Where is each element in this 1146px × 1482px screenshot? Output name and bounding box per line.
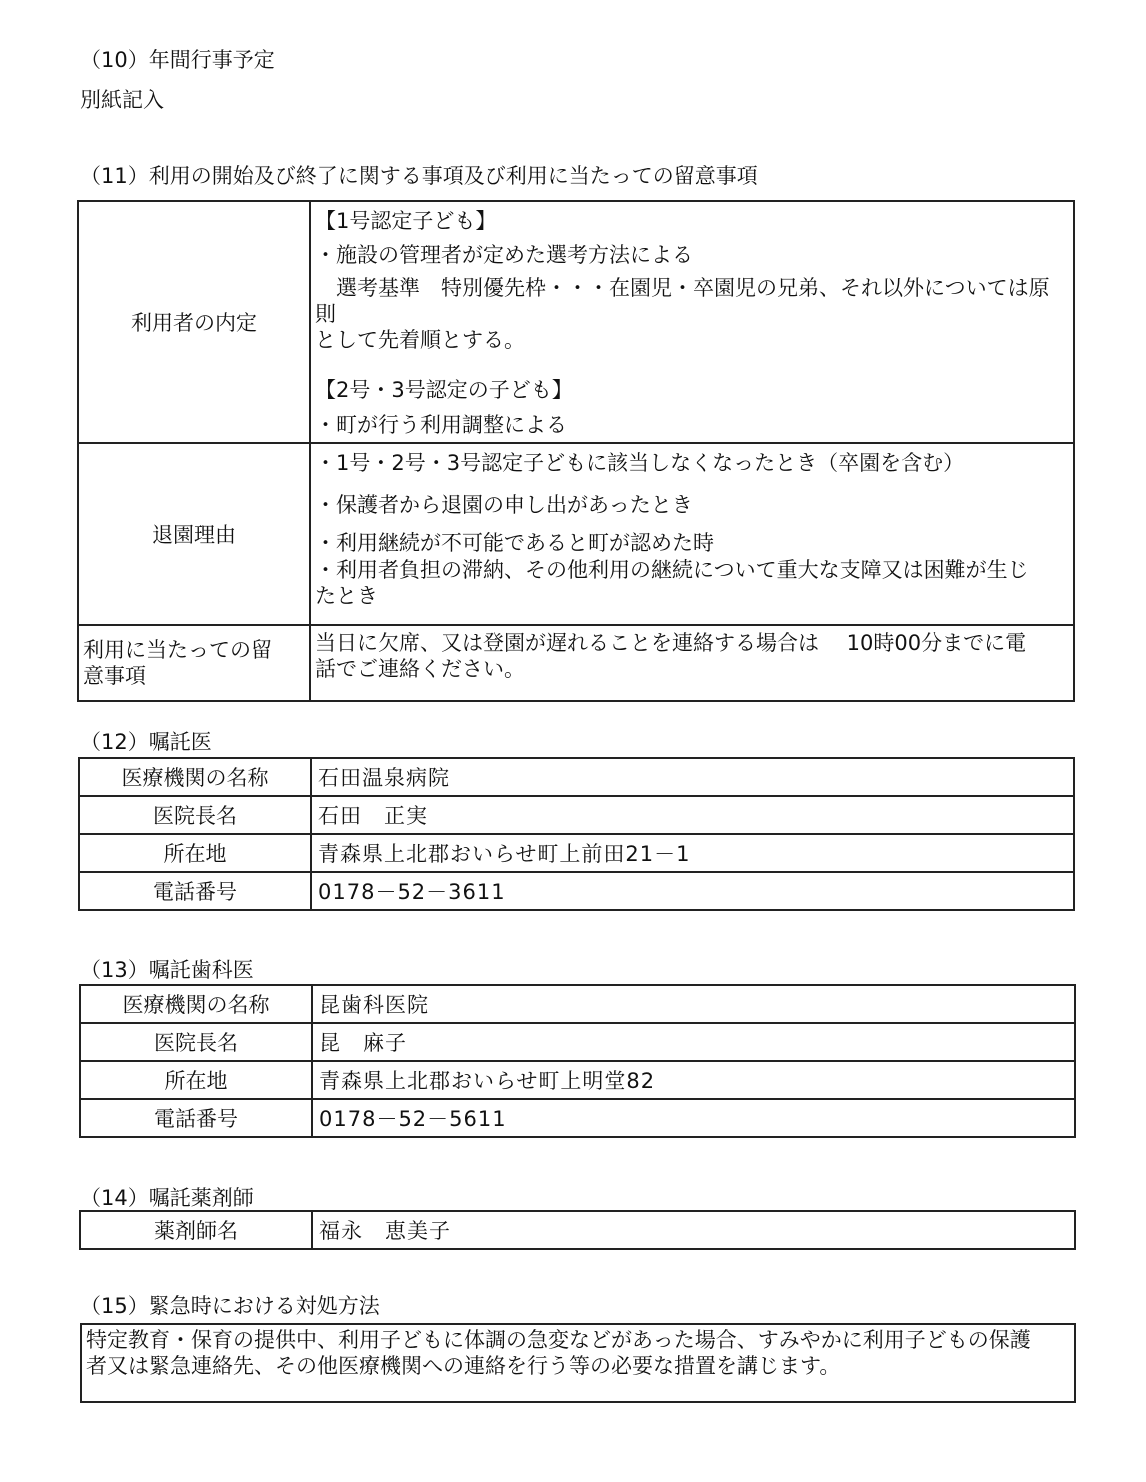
table-row bbox=[80, 1099, 1075, 1137]
row-content bbox=[310, 201, 1074, 443]
row-label: 利用者の内定 bbox=[78, 201, 310, 443]
text-line: 【2号・3号認定の子ども】 bbox=[315, 378, 573, 403]
label-line: 意事項 bbox=[83, 663, 146, 688]
row-value: 青森県上北郡おいらせ町上明堂82 bbox=[312, 1061, 1075, 1099]
text-line: 特定教育・保育の提供中、利用子どもに体調の急変などがあった場合、すみやかに利用子どもの保護 bbox=[86, 1328, 1031, 1352]
section-12-heading: （12）嘱託医 bbox=[80, 730, 212, 754]
row-label: 医院長名 bbox=[79, 796, 311, 834]
table-row bbox=[78, 201, 1074, 443]
usage-terms-table bbox=[77, 200, 1075, 702]
emergency-text bbox=[81, 1324, 1075, 1402]
table-row bbox=[78, 443, 1074, 625]
row-label: 電話番号 bbox=[80, 1099, 312, 1137]
text-line: ・1号・2号・3号認定子どもに該当しなくなったとき（卒園を含む） bbox=[315, 450, 965, 475]
row-value: 石田 正実 bbox=[311, 796, 1074, 834]
text-line: ・利用者負担の滞納、その他利用の継続について重大な支障又は困難が生じ bbox=[315, 557, 1029, 582]
row-value: 0178－52－5611 bbox=[312, 1099, 1075, 1137]
table-row bbox=[78, 625, 1074, 701]
row-label: 医療機関の名称 bbox=[80, 985, 312, 1023]
row-label: 所在地 bbox=[79, 834, 311, 872]
text-line: 【1号認定子ども】 bbox=[315, 209, 497, 233]
label-line: 利用に当たっての留 bbox=[83, 637, 272, 662]
section-10-heading: （10）年間行事予定 bbox=[80, 48, 275, 72]
table-row bbox=[81, 1324, 1075, 1402]
text-line: ・施設の管理者が定めた選考方法による bbox=[315, 243, 693, 268]
row-value: 昆 麻子 bbox=[312, 1023, 1075, 1061]
row-label: 所在地 bbox=[80, 1061, 312, 1099]
row-content bbox=[310, 443, 1074, 625]
row-label: 薬剤師名 bbox=[80, 1211, 312, 1249]
text-line: 者又は緊急連絡先、その他医療機関への連絡を行う等の必要な措置を講じます。 bbox=[86, 1354, 841, 1379]
row-value: 0178－52－3611 bbox=[311, 872, 1074, 910]
table-row bbox=[80, 985, 1075, 1023]
text-line: 選考基準 特別優先枠・・・在園児・卒園児の兄弟、それ以外については原則 bbox=[315, 275, 1050, 326]
text-line: ・町が行う利用調整による bbox=[315, 412, 567, 437]
text-line: 話でご連絡ください。 bbox=[315, 657, 525, 681]
row-value: 石田温泉病院 bbox=[311, 758, 1074, 796]
section-11-heading: （11）利用の開始及び終了に関する事項及び利用に当たっての留意事項 bbox=[80, 164, 758, 188]
row-value: 昆歯科医院 bbox=[312, 985, 1075, 1023]
row-value: 福永 恵美子 bbox=[312, 1211, 1075, 1249]
row-label: 電話番号 bbox=[79, 872, 311, 910]
table-row bbox=[79, 872, 1074, 910]
row-value: 青森県上北郡おいらせ町上前田21－1 bbox=[311, 834, 1074, 872]
emergency-procedure-box bbox=[80, 1323, 1076, 1403]
school-doctor-table bbox=[78, 757, 1075, 911]
row-content bbox=[310, 625, 1074, 701]
table-row bbox=[80, 1023, 1075, 1061]
section-10-note: 別紙記入 bbox=[80, 88, 164, 112]
table-row bbox=[80, 1211, 1075, 1249]
section-15-heading: （15）緊急時における対処方法 bbox=[80, 1294, 380, 1318]
row-label: 医院長名 bbox=[80, 1023, 312, 1061]
table-row bbox=[80, 1061, 1075, 1099]
table-row bbox=[79, 758, 1074, 796]
section-13-heading: （13）嘱託歯科医 bbox=[80, 958, 254, 982]
text-line: として先着順とする。 bbox=[315, 328, 525, 352]
text-line: たとき bbox=[315, 583, 378, 608]
school-pharmacist-table bbox=[79, 1210, 1076, 1250]
row-label: 医療機関の名称 bbox=[79, 758, 311, 796]
table-row bbox=[79, 796, 1074, 834]
text-line: ・保護者から退園の申し出があったとき bbox=[315, 493, 693, 517]
table-row bbox=[79, 834, 1074, 872]
row-label bbox=[78, 625, 310, 701]
school-dentist-table bbox=[79, 984, 1076, 1138]
text-line: 当日に欠席、又は登園が遅れることを連絡する場合は 10時00分までに電 bbox=[315, 630, 1027, 655]
text-line: ・利用継続が不可能であると町が認めた時 bbox=[315, 531, 714, 556]
section-14-heading: （14）嘱託薬剤師 bbox=[80, 1186, 254, 1210]
row-label: 退園理由 bbox=[78, 443, 310, 625]
